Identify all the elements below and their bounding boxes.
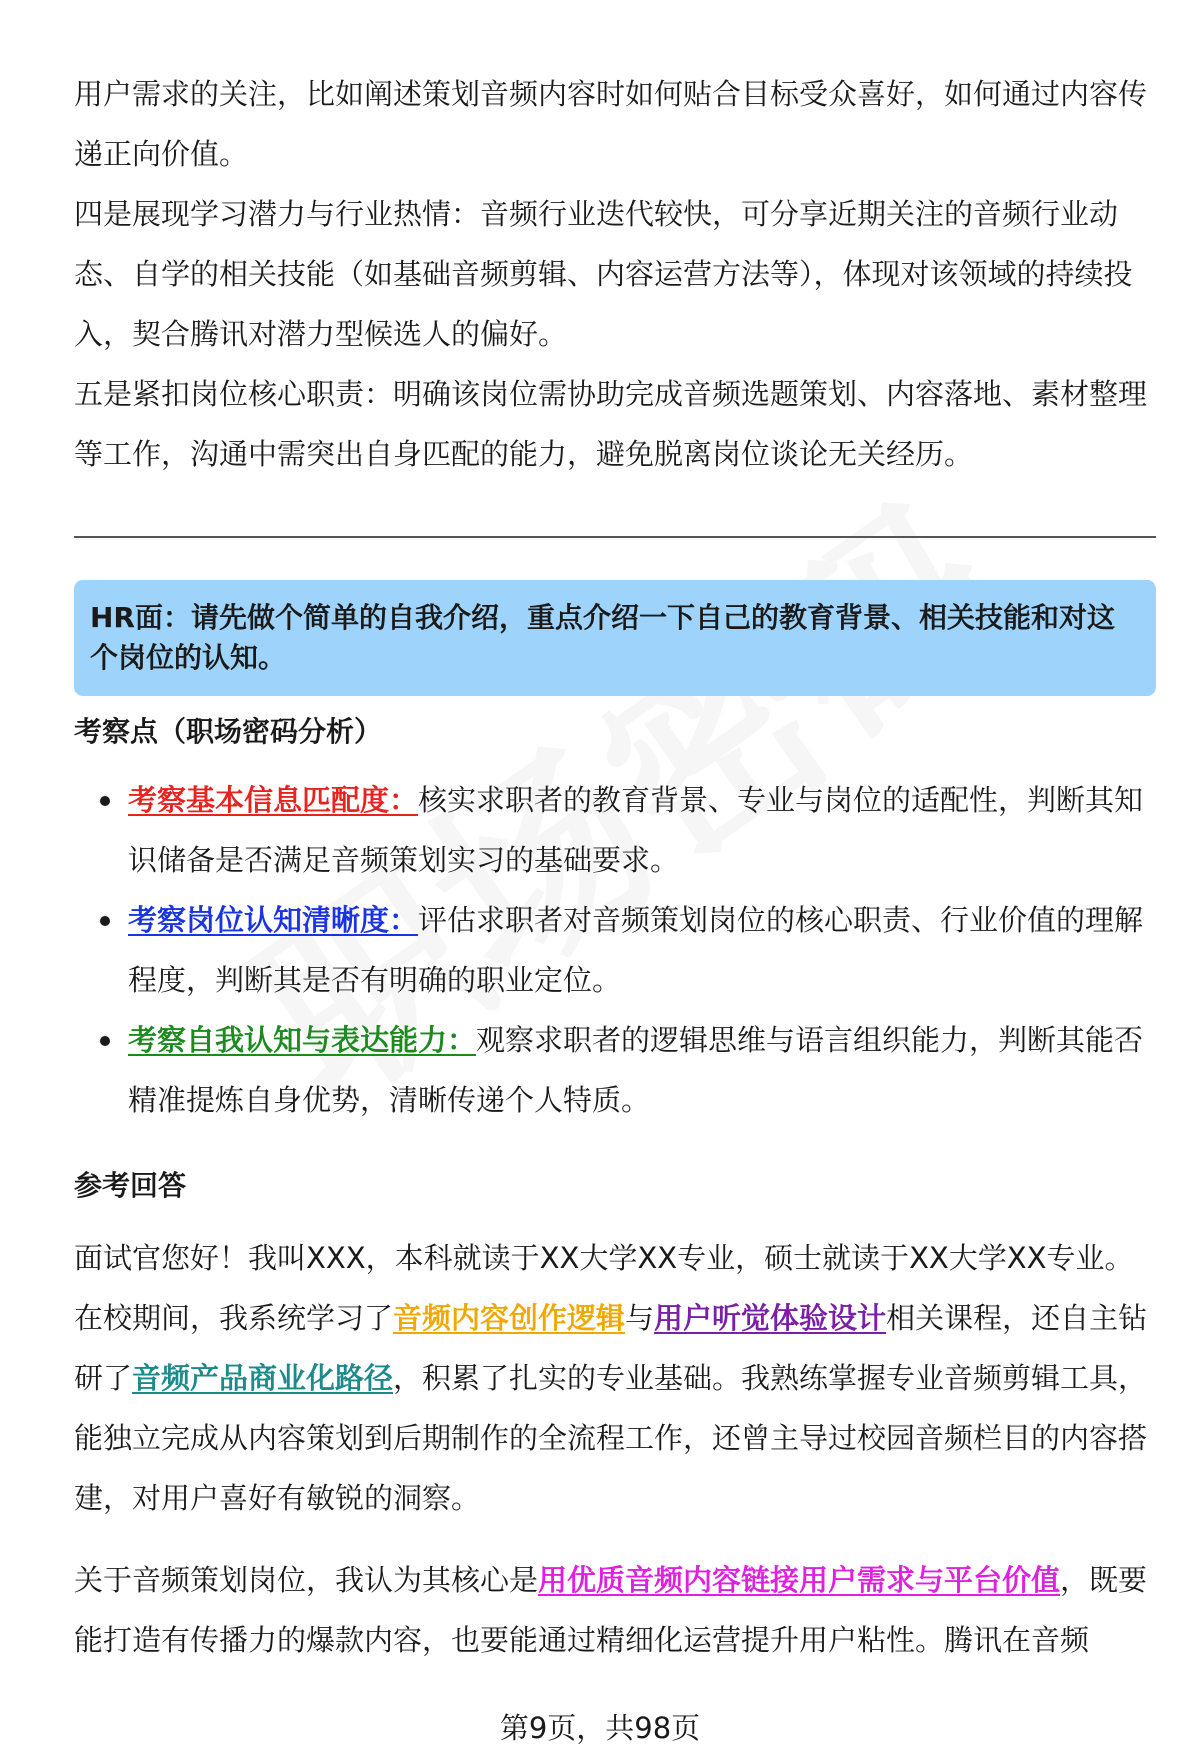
list-item [128,890,1156,1010]
answer-text: ，积累了扎实的专业基础。我熟练掌握专业音频剪辑工具，能独立完成从内容策划到后期制作的全流程工作，还曾主导过校园音频栏目的内容搭建，对用户喜好有敏锐的洞察。 [74,1361,1148,1515]
intro-paragraph-1: 用户需求的关注，比如阐述策划音频内容时如何贴合目标受众喜好，如何通过内容传递正向价值。 [74,77,1148,171]
bullet-icon [100,916,110,926]
question-text: HR面：请先做个简单的自我介绍，重点介绍一下自己的教育背景、相关技能和对这个岗位的认知。 [90,601,1115,674]
point-text: 核实求职者的教育背景、专业与岗位的适配性，判断其知识储备是否满足音频策划实习的基础要求。 [128,783,1144,877]
assessment-title: 考察点（职场密码分析） [74,715,383,748]
point-keyword: 考察自我认知与表达能力： [128,1023,477,1057]
answer-paragraph-2 [74,1550,1156,1670]
point-keyword: 考察岗位认知清晰度： [128,903,419,937]
assessment-list [74,770,1156,1130]
highlight-text: 用优质音频内容链接用户需求与平台价值 [538,1563,1061,1597]
highlight-text: 用户听觉体验设计 [654,1301,887,1335]
bullet-icon [100,1036,110,1046]
intro-paragraph-3: 五是紧扣岗位核心职责：明确该岗位需协助完成音频选题策划、内容落地、素材整理等工作，沟通中需突出自身匹配的能力，避免脱离岗位谈论无关经历。 [74,377,1148,471]
point-text: 观察求职者的逻辑思维与语言组织能力，判断其能否精准提炼自身优势，清晰传递个人特质。 [128,1023,1144,1117]
section-divider [74,536,1156,538]
answer-text: 相关课程，还自主钻研了 [74,1301,1148,1395]
point-text: 评估求职者对音频策划岗位的核心职责、行业价值的理解程度，判断其是否有明确的职业定位。 [128,903,1144,997]
answer-text: 关于音频策划岗位，我认为其核心是 [74,1563,539,1597]
highlight-text: 音频产品商业化路径 [132,1361,394,1395]
answer-paragraph-1 [74,1228,1156,1528]
point-keyword: 考察基本信息匹配度： [128,783,419,817]
list-item [128,770,1156,890]
question-box [74,580,1156,696]
answer-text: 面试官您好！我叫XXX，本科就读于XX大学XX专业，硕士就读于XX大学XX专业。在校期间，我系统学习了 [74,1241,1134,1335]
page-content [74,64,1156,1670]
list-item [128,1010,1156,1130]
answer-text: 与 [625,1301,655,1335]
highlight-text: 音频内容创作逻辑 [393,1301,626,1335]
intro-paragraph-2: 四是展现学习潜力与行业热情：音频行业迭代较快，可分享近期关注的音频行业动态、自学的相关技能（如基础音频剪辑、内容运营方法等），体现对该领域的持续投入，契合腾讯对潜力型候选人的偏好。 [74,197,1133,351]
answer-text: ，既要能打造有传播力的爆款内容，也要能通过精细化运营提升用户粘性。腾讯在音频 [74,1563,1148,1657]
answer-title: 参考回答 [74,1169,187,1202]
bullet-icon [100,796,110,806]
page-number: 第9页，共98页 [499,1711,701,1745]
